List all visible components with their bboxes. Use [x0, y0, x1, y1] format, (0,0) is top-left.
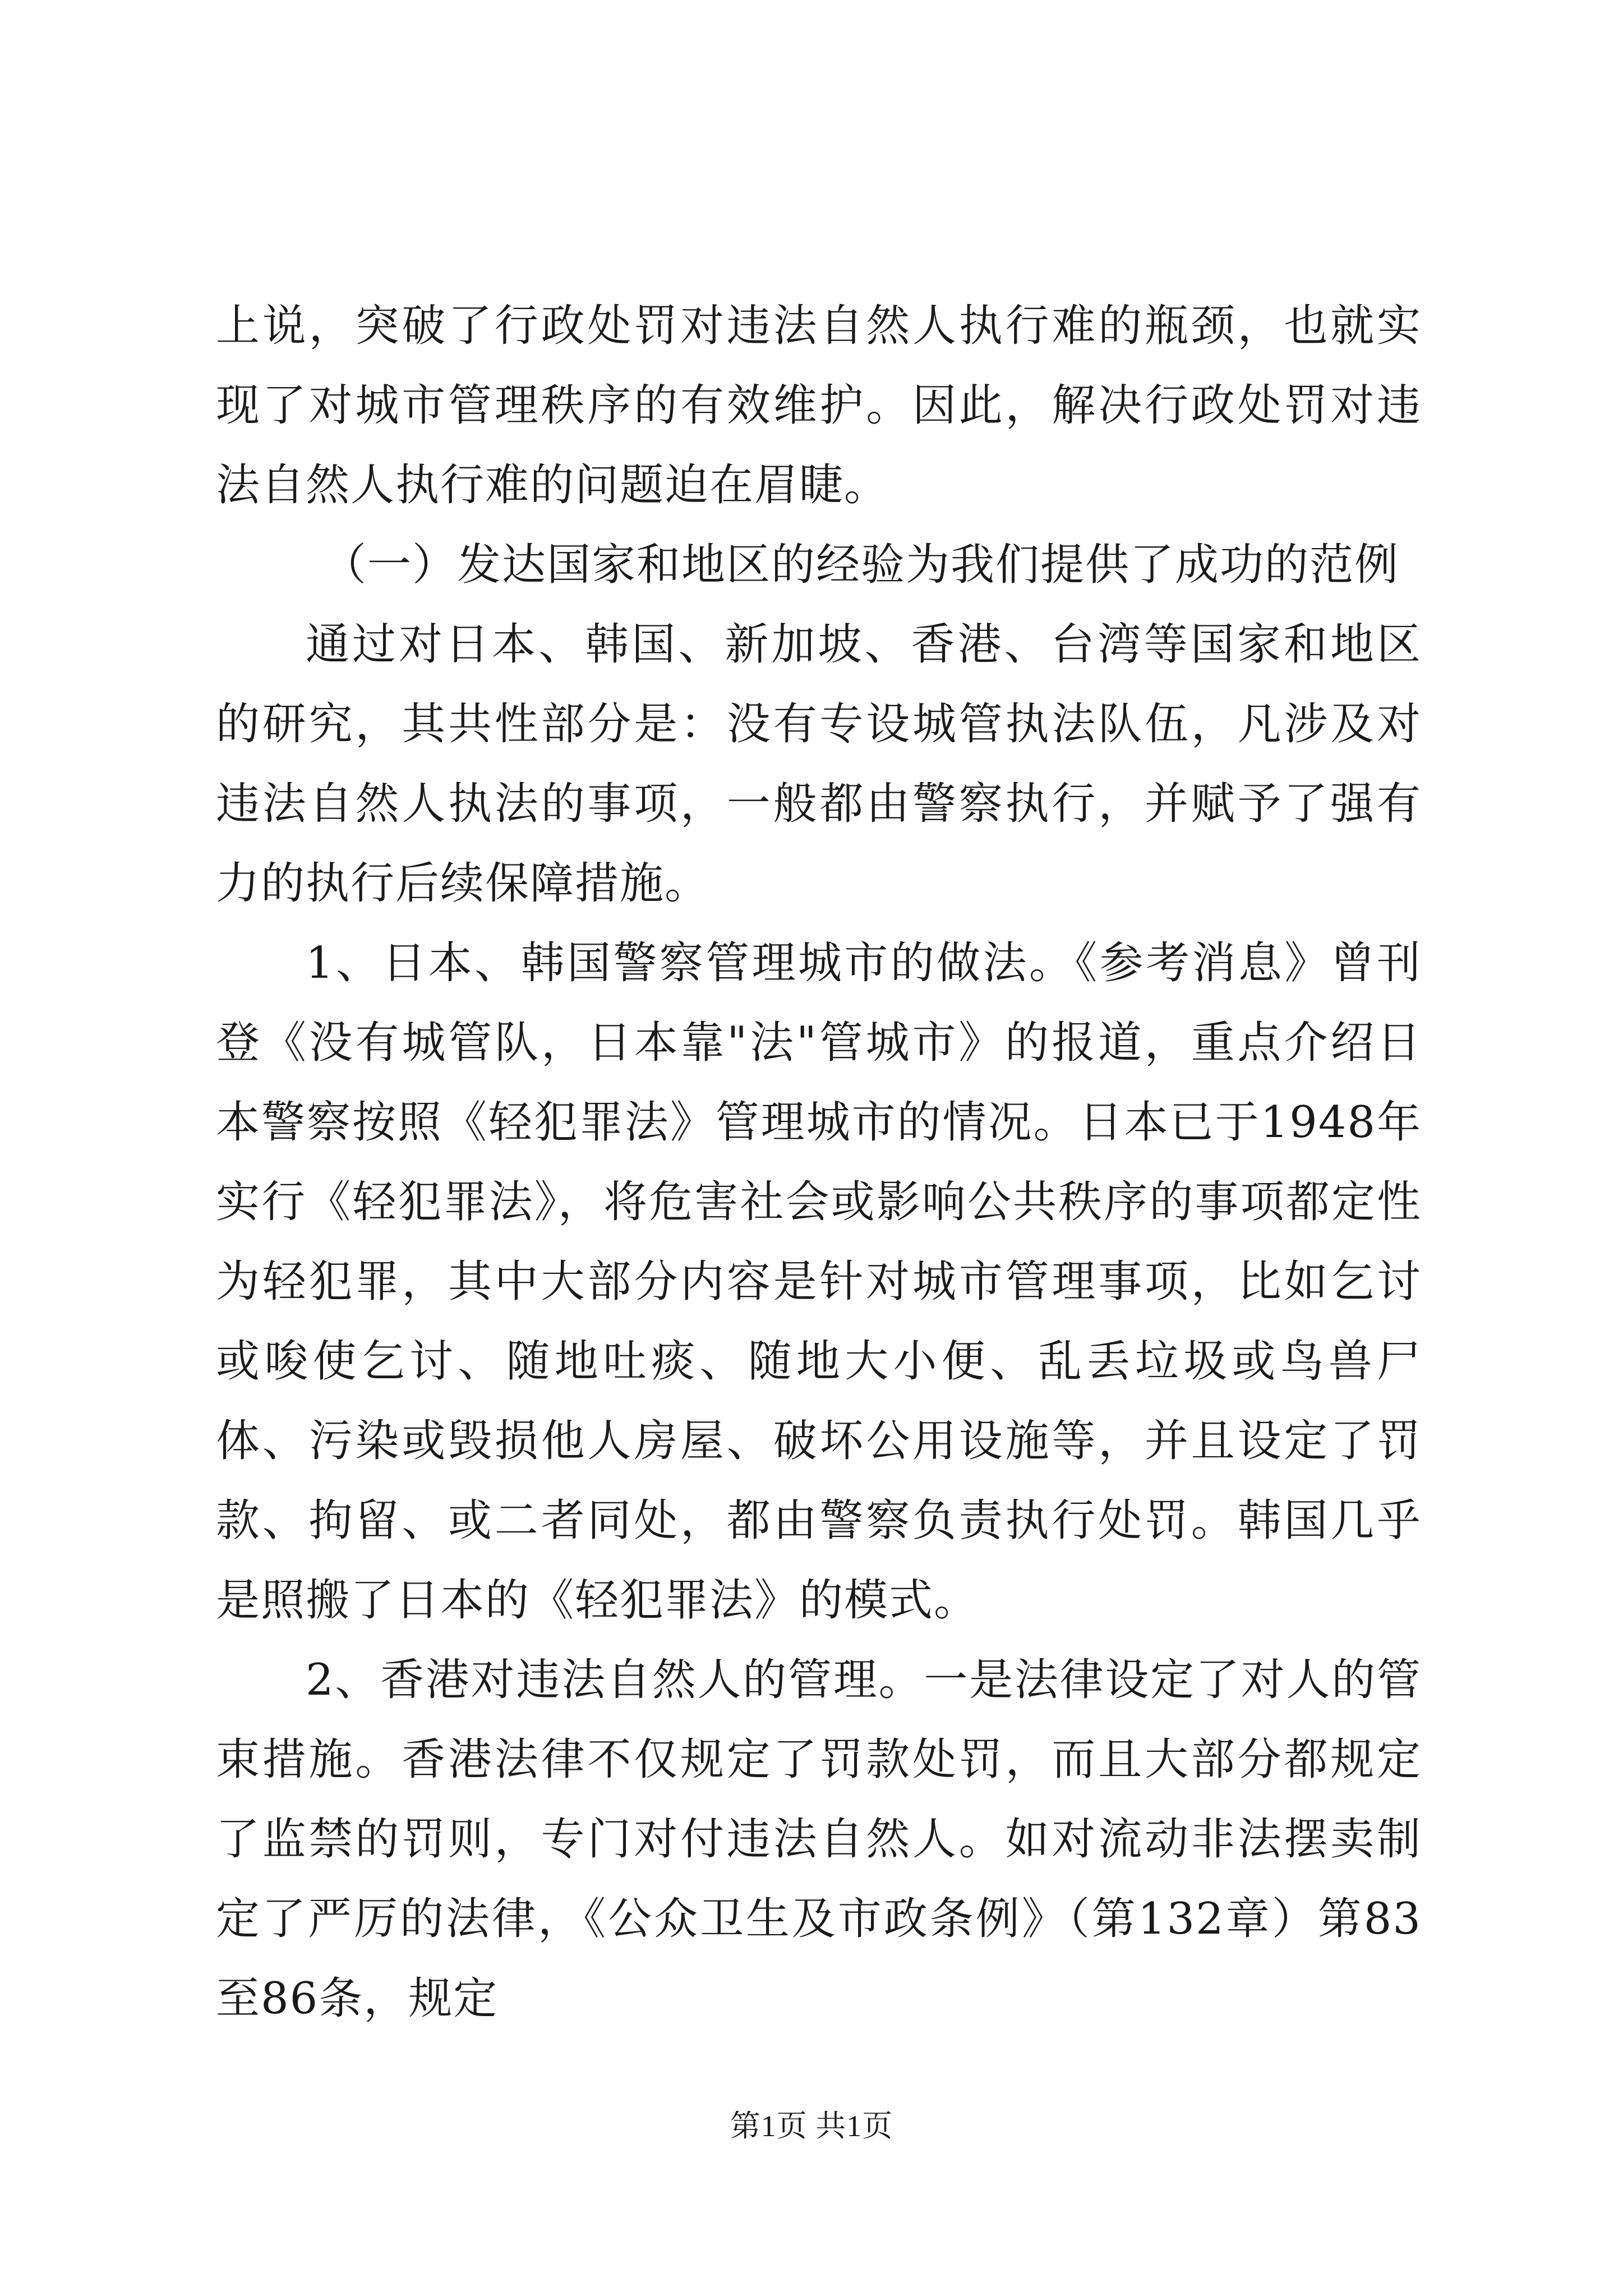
paragraph-japan-korea: 1、日本、韩国警察管理城市的做法。《参考消息》曾刊登《没有城管队，日本靠"法"管城市》的报道，重点介绍日本警察按照《轻犯罪法》管理城市的情况。日本已于1948年实行《轻犯罪法》，将危害社会或影响公共秩序的事项都定性为轻犯罪，其中大部分内容是针对城市管理事项，比如乞讨或唆使乞讨、随地吐痰、随地大小便、乱丢垃圾或鸟兽尸体、污染或毁损他人房屋、破坏公用设施等，并且设定了罚款、拘留、或二者同处，都由警察负责执行处罚。韩国几乎是照搬了日本的《轻犯罪法》的模式。 [216, 938, 1422, 1626]
paragraph-intro: 通过对日本、韩国、新加坡、香港、台湾等国家和地区的研究，其共性部分是：没有专设城管执法队伍，凡涉及对违法自然人执法的事项，一般都由警察执行，并赋予了强有力的执行后续保障措施。 [216, 619, 1422, 909]
page-footer: 第1页 共1页 [730, 2109, 893, 2143]
body-text [216, 286, 1422, 2039]
paragraph-hong-kong: 2、香港对违法自然人的管理。一是法律设定了对人的管束措施。香港法律不仅规定了罚款处罚，而且大部分都规定了监禁的罚则，专门对付违法自然人。如对流动非法摆卖制定了严厉的法律，《公众卫生及市政条例》（第132章）第83至86条，规定 [216, 1655, 1422, 2024]
paragraph-continuation: 上说，突破了行政处罚对违法自然人执行难的瓶颈，也就实现了对城市管理秩序的有效维护。因此，解决行政处罚对违法自然人执行难的问题迫在眉睫。 [216, 301, 1422, 510]
section-heading: （一）发达国家和地区的经验为我们提供了成功的范例 [322, 540, 1400, 590]
